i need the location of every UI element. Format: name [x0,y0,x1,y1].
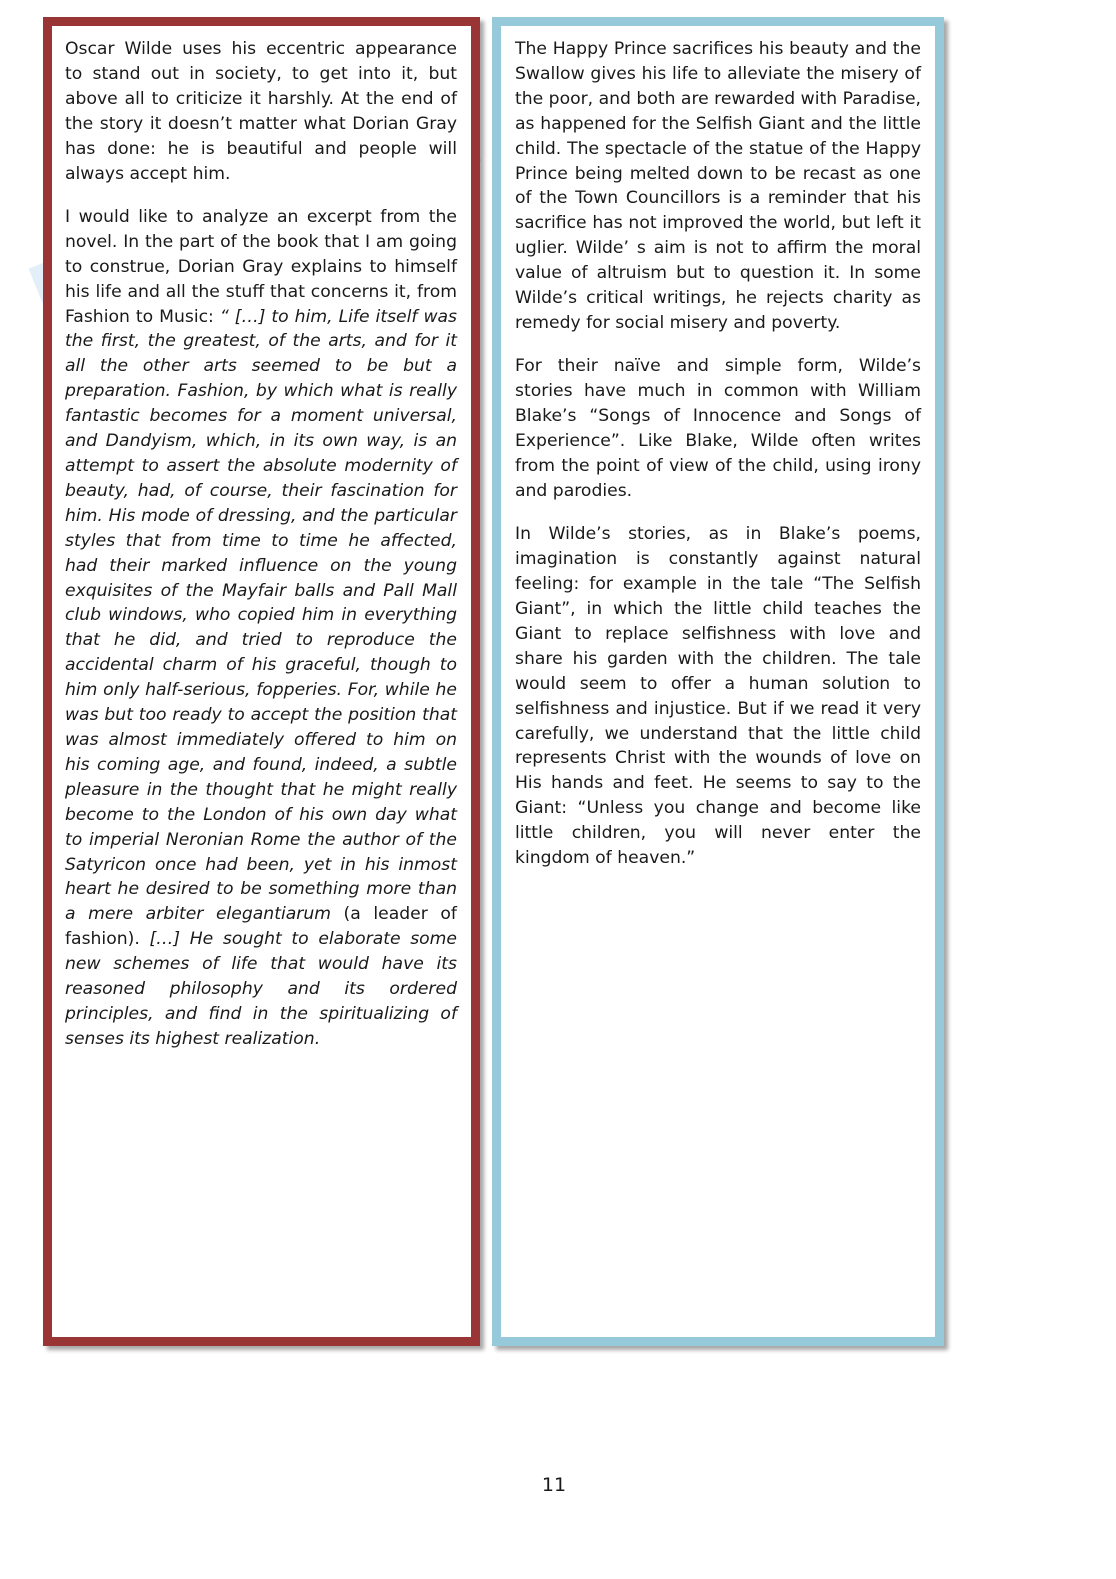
excerpt-quote: “ […] to him, Life itself was the first, the greatest, of the arts, and for it all the other arts seemed to be but a preparation. Fashion, by which what is really fantastic becomes for a moment universal, and Dandyism, which, in its own way, is an attempt to assert the absolute modernity of beauty, had, of course, their fascination for him. His mode of dressing, and the particular styles that from time to time he affected, had their marked influence on the young exquisites of the Mayfair balls and Pall Mall club windows, who copied him in everything that he did, and tried to reproduce the accidental charm of his graceful, though to him only half-serious, fopperies. For, while he was but too ready to accept the position that was almost immediately offered to him on his coming age, and found, indeed, a subtle pleasure in the thought that he might really become to the London of his own day what to imperial Neronian Rome the author of the Satyricon once had been, yet in his inmost heart he desired to be something more than a mere arbiter elegantiarum [65,306,457,925]
page-number: 11 [541,1474,567,1496]
excerpt-quote-end: […] He sought to elaborate some new schemes of life that would have its reasoned philosophy and its ordered principles, and find in the spiritualizing of senses its highest realization. [65,929,457,1049]
left-column [65,37,457,1052]
right-paragraph-1: The Happy Prince sacrifices his beauty and the Swallow gives his life to alleviate the misery of the poor, and both are rewarded with Paradise, as happened for the Selfish Giant and the little child. The spectacle of the statue of the Happy Prince being melted down to be recast as one of the Town Councillors is a reminder that his sacrifice has not improved the world, but left it uglier. Wilde’ s aim is not to affirm the moral value of altruism but to question it. In some Wilde’s critical writings, he rejects charity as remedy for social misery and poverty. [515,39,921,333]
left-text-box [43,17,480,1346]
right-paragraph-2: For their naïve and simple form, Wilde’s stories have much in common with William Blake’s “Songs of Innocence and Songs of Experience”. Like Blake, Wilde often writes from the point of view of the child, using irony and parodies. [515,356,921,501]
right-column [515,37,921,871]
right-paragraph-3: In Wilde’s stories, as in Blake’s poems, imagination is constantly against natural feeling: for example in the tale “The Selfish Giant”, in which the little child teaches the Giant to replace selfishness with love and share his garden with the children. The tale would seem to offer a human solution to selfishness and injustice. But if we read it very carefully, we understand that the little child represents Christ with the wounds of love on His hands and feet. He seems to say to the Giant: “Unless you change and become like little children, you will never enter the kingdom of heaven.” [515,524,921,869]
excerpt-intro: I would like to analyze an excerpt from the novel. In the part of the book that I am going to construe, Dorian Gray explains to himself his life and all the stuff that concerns it, from Fashion to Music: [65,206,457,327]
right-text-box [492,17,944,1346]
excerpt-gloss: (a leader of fashion). [65,904,457,950]
left-paragraph-1: Oscar Wilde uses his eccentric appearance to stand out in society, to get into it, but above all to criticize it harshly. At the end of the story it doesn’t matter what Dorian Gray has done: he is beautiful and people will always accept him. [65,39,457,184]
left-paragraph-2 [65,205,457,1052]
